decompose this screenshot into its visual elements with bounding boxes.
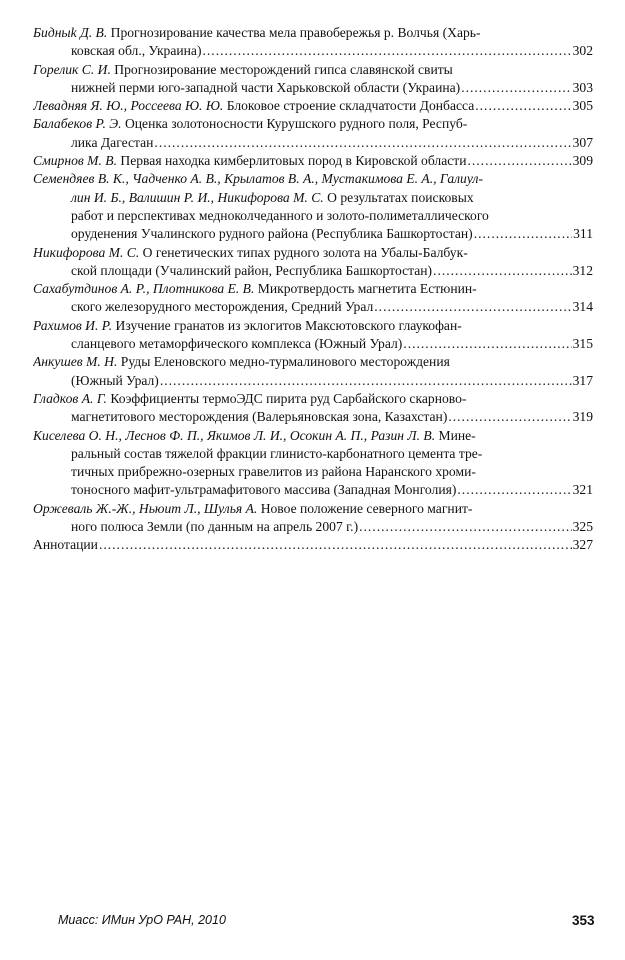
- toc-entry-authors: Левадняя Я. Ю., Россеева Ю. Ю.: [33, 98, 224, 114]
- toc-page-number: 312: [572, 262, 593, 278]
- toc-entry-authors: Анкушев М. Н.: [33, 354, 118, 370]
- dot-leader: [160, 372, 572, 390]
- toc-entry-line: [33, 134, 593, 152]
- toc-entry-title: нижней перми юго-западной части Харьковской области (Украина): [71, 79, 461, 95]
- toc-entry-title: тичных прибрежно-озерных гравелитов из района Наранского хроми-: [71, 464, 476, 480]
- toc-entry-line: [33, 207, 593, 225]
- toc-entry-line: [33, 298, 593, 316]
- toc-entry-text: [71, 518, 358, 536]
- toc-entry-title: ральный состав тяжелой фракции глинисто-карбонатного цемента тре-: [71, 445, 483, 461]
- toc-entry-text: [71, 42, 202, 60]
- toc-entry: [33, 152, 593, 170]
- dot-leader: [154, 134, 571, 152]
- toc-entry-text: [71, 408, 447, 426]
- toc-entry: [33, 390, 593, 427]
- toc-page-number: 311: [573, 226, 593, 242]
- dot-leader: [203, 42, 572, 60]
- toc-entry-text: [71, 464, 476, 479]
- toc-entry-line: [33, 97, 593, 115]
- toc-entry-title: тоносного мафит-ультрамафитового массива (Западная Монголия): [71, 482, 457, 498]
- toc-page-number: 309: [572, 153, 593, 169]
- toc-page-number: 325: [572, 519, 593, 535]
- toc-page-number: 305: [572, 98, 593, 114]
- toc-entry-title: Руды Еленовского медно-турмалинового месторождения: [117, 354, 450, 370]
- toc-entry-text: [33, 501, 472, 516]
- toc-page-number: 307: [572, 134, 593, 150]
- toc-entry-line: [33, 390, 593, 408]
- toc-entry-text: [33, 62, 453, 77]
- toc-entry-line: [33, 79, 593, 97]
- toc-entry-authors: Сахабутдинов А. Р., Плотникова Е. В.: [33, 281, 255, 297]
- toc-entry: [33, 536, 593, 554]
- toc-entry-line: [33, 481, 593, 499]
- toc-entry-title: Аннотации: [33, 537, 98, 553]
- toc-entry-text: [33, 428, 476, 443]
- toc-entry-title: Первая находка кимберлитовых пород в Кировской области: [117, 153, 467, 169]
- toc-entry-text: [71, 190, 474, 205]
- toc-entry-text: [71, 262, 432, 280]
- toc-entry-text: [71, 446, 482, 461]
- toc-page-number: 302: [572, 43, 593, 59]
- dot-leader: [475, 97, 571, 115]
- toc-entry-title: ского железорудного месторождения, Средний Урал: [71, 299, 374, 315]
- toc-entry-authors: Киселева О. Н., Леснов Ф. П., Якимов Л. И., Осокин А. П., Разин Л. В.: [33, 427, 436, 443]
- toc-entry-text: [33, 354, 450, 369]
- toc-entry-line: [33, 317, 593, 335]
- toc-entry-text: [71, 372, 159, 390]
- dot-leader: [433, 262, 572, 280]
- toc-entry-authors: Балабеков Р. Э.: [33, 116, 122, 132]
- toc-entry-authors: лин И. Б., Валишин Р. И., Никифорова М. С.: [71, 189, 324, 205]
- toc-page-number: 319: [572, 409, 593, 425]
- toc-entry-text: [71, 298, 373, 316]
- toc-entry-line: [33, 115, 593, 133]
- toc-entry-line: [33, 24, 593, 42]
- toc-entry-text: [71, 79, 460, 97]
- toc-entry-line: [33, 518, 593, 536]
- toc-entry-line: [33, 42, 593, 60]
- toc-entry-authors: Бидныk Д. В.: [33, 25, 108, 40]
- toc-entry-text: [71, 208, 489, 223]
- toc-entry-line: [33, 280, 593, 298]
- table-of-contents: [33, 24, 593, 555]
- dot-leader: [457, 481, 571, 499]
- toc-entry-line: [33, 61, 593, 79]
- toc-entry-title: Прогнозирование месторождений гипса славянской свиты: [110, 61, 453, 77]
- toc-entry-text: [71, 481, 456, 499]
- toc-entry-title: ного полюса Земли (по данным на апрель 2007 г.): [71, 519, 359, 535]
- toc-entry-line: [33, 372, 593, 390]
- toc-page-number: 321: [572, 482, 593, 498]
- toc-entry-title: О результатах поисковых: [323, 189, 474, 205]
- toc-entry-line: [33, 170, 593, 188]
- toc-entry: [33, 24, 593, 61]
- dot-leader: [467, 152, 571, 170]
- toc-entry-line: [33, 262, 593, 280]
- toc-entry-text: [71, 335, 402, 353]
- toc-entry: [33, 280, 593, 317]
- toc-entry-title: О генетических типах рудного золота на Убалы-Балбук-: [139, 244, 468, 260]
- toc-entry-title: лика Дагестан: [71, 134, 154, 150]
- toc-entry-text: [71, 134, 153, 152]
- toc-entry-title: оруденения Учалинского рудного района (Республика Башкортостан): [71, 226, 473, 242]
- toc-entry-title: ковская обл., Украина): [71, 43, 202, 59]
- toc-entry: [33, 500, 593, 537]
- toc-entry: [33, 353, 593, 390]
- page-number: 353: [572, 913, 595, 928]
- toc-entry: [33, 170, 593, 243]
- toc-entry-title: работ и перспективах медноколчеданного и золото-полиметаллического: [71, 207, 489, 223]
- toc-page-number: 303: [572, 79, 593, 95]
- toc-entry-text: [33, 245, 468, 260]
- dot-leader: [359, 518, 572, 536]
- toc-entry: [33, 317, 593, 354]
- toc-entry-line: [33, 189, 593, 207]
- toc-entry-text: [33, 536, 98, 554]
- toc-entry-title: Коэффициенты термоЭДС пирита руд Сарбайского скарново-: [106, 390, 467, 406]
- toc-entry-title: Прогнозирование качества мела правобережья р. Волчья (Харь-: [107, 25, 481, 40]
- dot-leader: [403, 335, 571, 353]
- toc-entry-text: [33, 391, 466, 406]
- toc-entry-line: [33, 408, 593, 426]
- dot-leader: [474, 225, 572, 243]
- toc-entry-text: [33, 97, 474, 115]
- toc-entry-authors: Никифорова М. С.: [33, 244, 140, 260]
- toc-entry-title: Оценка золотоносности Курушского рудного поля, Респуб-: [121, 116, 468, 132]
- toc-entry: [33, 244, 593, 281]
- toc-entry: [33, 115, 593, 152]
- dot-leader: [448, 408, 571, 426]
- toc-entry-text: [71, 225, 473, 243]
- toc-entry-line: [33, 445, 593, 463]
- toc-entry-authors: Оржеваль Ж.-Ж., Ньюит Л., Шулья А.: [33, 500, 258, 516]
- toc-entry-line: [33, 225, 593, 243]
- toc-entry-title: (Южный Урал): [71, 372, 159, 388]
- toc-entry: [33, 61, 593, 98]
- toc-entry-text: [33, 318, 462, 333]
- toc-entry-title: Новое положение северного магнит-: [257, 500, 473, 516]
- toc-page-number: 315: [572, 336, 593, 352]
- dot-leader: [99, 536, 572, 554]
- toc-entry-text: [33, 281, 477, 296]
- toc-entry-line: [33, 335, 593, 353]
- toc-page-number: 314: [572, 299, 593, 315]
- toc-entry-title: сланцевого метаморфического комплекса (Южный Урал): [71, 336, 403, 352]
- toc-entry-line: [33, 244, 593, 262]
- toc-entry-text: [33, 116, 467, 131]
- toc-entry-line: [33, 152, 593, 170]
- toc-entry-authors: Горелик С. И.: [33, 61, 111, 77]
- dot-leader: [461, 79, 571, 97]
- toc-entry-authors: Семендяев В. К., Чадченко А. В., Крылатов В. А., Мустакимова Е. А., Галиул-: [33, 171, 483, 187]
- toc-page-number: 317: [572, 372, 593, 388]
- toc-entry-authors: Рахимов И. Р.: [33, 317, 113, 333]
- toc-entry-text: [33, 152, 466, 170]
- toc-entry-line: [33, 427, 593, 445]
- toc-entry-text: [33, 171, 483, 186]
- toc-entry-line: [33, 536, 593, 554]
- toc-entry: [33, 97, 593, 115]
- toc-entry-text: [33, 25, 481, 40]
- toc-entry-authors: Смирнов М. В.: [33, 153, 117, 169]
- dot-leader: [374, 298, 571, 316]
- toc-entry-line: [33, 353, 593, 371]
- toc-entry-title: Изучение гранатов из эклогитов Максютовского глаукофан-: [112, 317, 462, 333]
- toc-entry-title: Мине-: [435, 427, 476, 443]
- toc-entry-line: [33, 500, 593, 518]
- toc-entry-authors: Гладков А. Г.: [33, 390, 107, 406]
- toc-entry-title: Микротвердость магнетита Естюнин-: [254, 281, 477, 297]
- toc-entry-title: магнетитового месторождения (Валерьяновская зона, Казахстан): [71, 409, 448, 425]
- toc-page-number: 327: [572, 537, 593, 553]
- publisher-footer: Миасс: ИМин УрО РАН, 2010: [58, 913, 226, 927]
- toc-entry-title: ской площади (Учалинский район, Республика Башкортостан): [71, 262, 433, 278]
- toc-entry-title: Блоковое строение складчатости Донбасса: [223, 98, 475, 114]
- toc-entry-line: [33, 463, 593, 481]
- toc-entry: [33, 427, 593, 500]
